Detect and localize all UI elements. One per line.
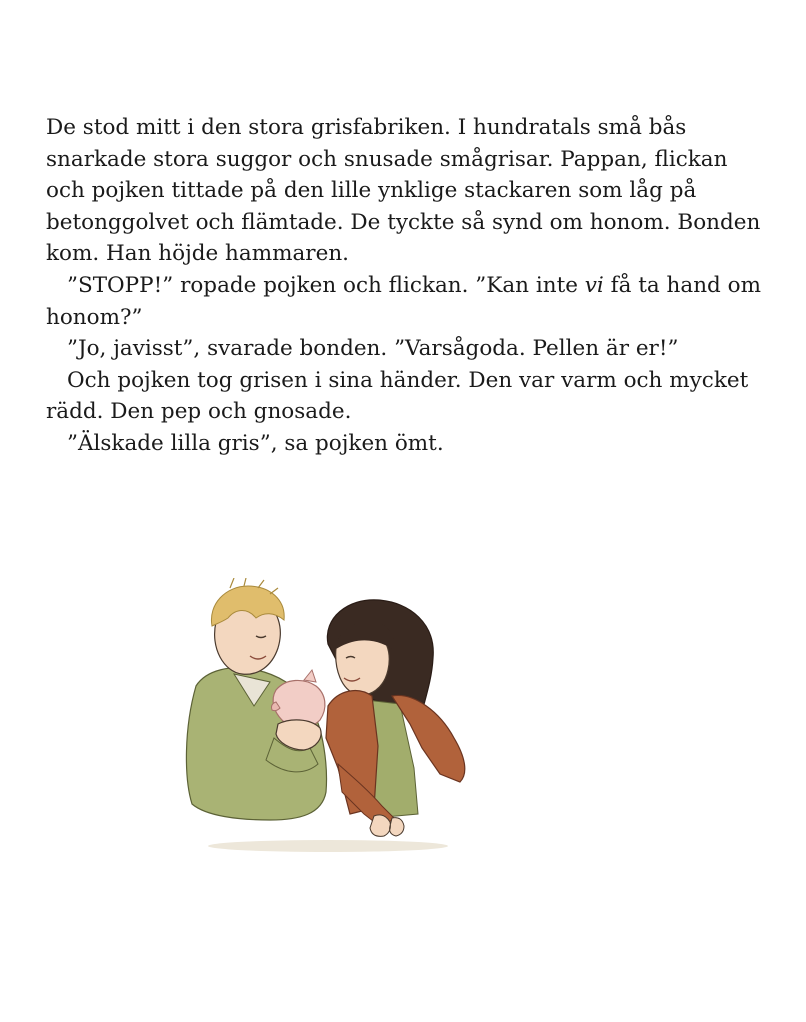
paragraph-4: Och pojken tog grisen i sina händer. Den var varm och mycket rädd. Den pep och gnosade. — [46, 367, 749, 425]
piglet-ear — [304, 670, 316, 682]
paragraph-2 — [46, 270, 766, 333]
paragraph-2-start: ”STOPP!” ropade pojken och flickan. ”Kan inte — [67, 272, 585, 298]
paragraph-1: De stod mitt i den stora grisfabriken. I hundratals små bås snarkade stora suggor och snusade smågrisar. Pappan, flickan och pojken tittade på den lille ynklige stackaren som låg på betonggolvet och flämtade. De tyckte så synd om honom. Bonden kom. Han höjde hammaren. — [46, 115, 761, 267]
boy-figure — [186, 578, 326, 820]
paragraph-2-end: få ta hand om honom?” — [46, 272, 761, 330]
paragraph-3: ”Jo, javisst”, svarade bonden. ”Varsågoda. Pellen är er!” — [67, 336, 679, 362]
emphasis-word: vi — [584, 272, 604, 298]
children-with-piglet-illustration — [178, 578, 478, 862]
girl-figure — [326, 600, 465, 836]
paragraph-5: ”Älskade lilla gris”, sa pojken ömt. — [67, 430, 444, 456]
girl-hands — [370, 815, 404, 836]
story-text — [46, 112, 766, 460]
ground-shadow — [208, 840, 448, 852]
